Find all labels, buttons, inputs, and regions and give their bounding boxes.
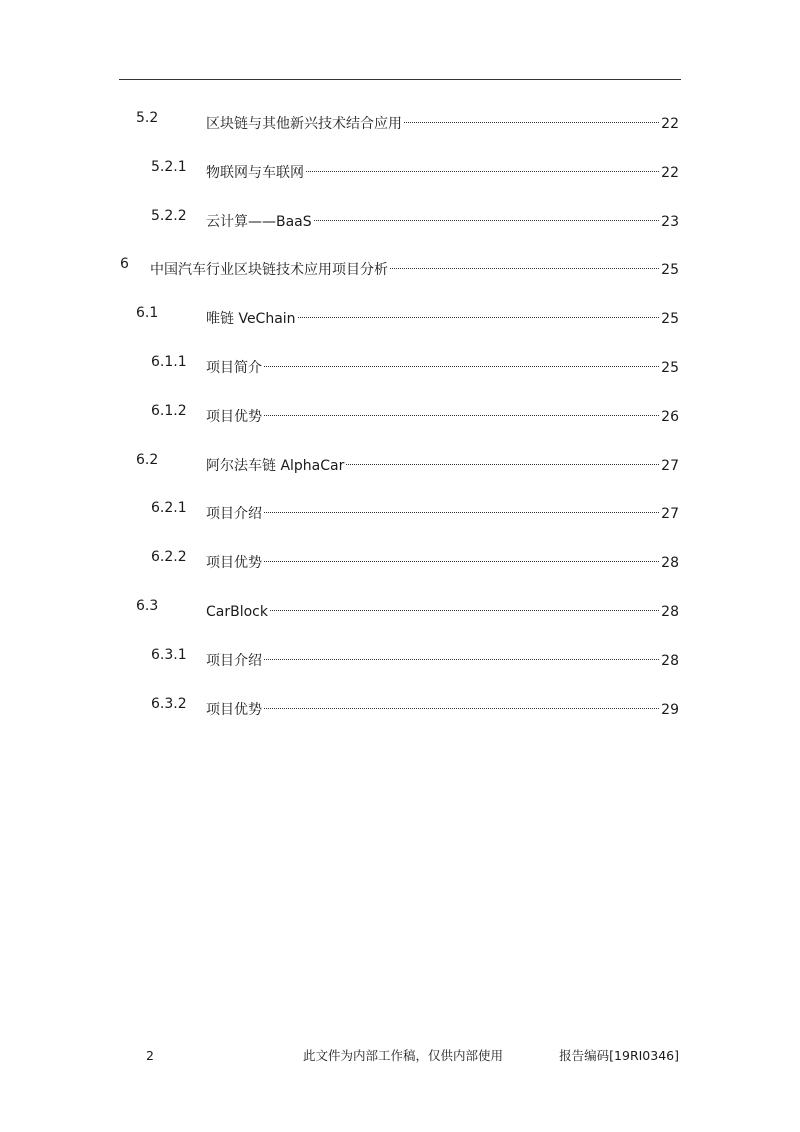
toc-entry-page: 28 [661,555,679,571]
toc-entry-title: 物联网与车联网 [206,165,304,181]
toc-entry-line [206,352,679,376]
toc-entry-number: 6.1 [136,305,159,321]
footer-page-number: 2 [146,1048,154,1063]
footer-confidential-notice: 此文件为内部工作稿，仅供内部使用 [303,1048,504,1063]
toc-entry-line [206,206,679,230]
toc-entry-number: 5.2 [136,110,159,126]
toc-entry-page: 28 [661,653,679,669]
toc-entry-number: 6.3 [136,598,159,614]
toc-entry-number: 6.2.2 [151,549,187,565]
toc-entry-title: 阿尔法车链 AlphaCar [206,458,345,474]
toc-entry-line [206,596,679,620]
toc-entry-number: 5.2.1 [151,159,187,175]
toc-entry-page: 29 [661,702,679,718]
toc-entry-title: 中国汽车行业区块链技术应用项目分析 [150,262,388,278]
toc-entry-page: 25 [661,262,679,278]
toc-dot-leader [264,498,659,518]
toc-entry-title: 项目优势 [206,409,262,425]
toc-entry-line [206,401,679,425]
toc-entry-page: 27 [661,458,679,474]
toc-entry-number: 5.2.2 [151,208,187,224]
toc-entry[interactable] [0,596,800,620]
toc-entry[interactable] [0,303,800,327]
toc-entry-page: 28 [661,604,679,620]
toc-dot-leader [264,401,659,421]
toc-entry[interactable] [0,206,800,230]
toc-entry-number: 6.2 [136,452,159,468]
toc-entry[interactable] [0,108,800,132]
toc-dot-leader [346,450,659,470]
toc-entry-line [206,645,679,669]
toc-entry-title: CarBlock [206,604,268,620]
toc-entry-number: 6.1.1 [151,354,187,370]
toc-entry-number: 6 [120,256,129,272]
toc-entry[interactable] [0,401,800,425]
toc-entry-title: 项目介绍 [206,506,262,522]
toc-entry-title: 项目介绍 [206,653,262,669]
toc-entry[interactable] [0,547,800,571]
toc-entry-title: 云计算——BaaS [206,214,312,230]
toc-dot-leader [264,694,659,714]
toc-dot-leader [404,108,659,128]
toc-entry-title: 唯链 VeChain [206,311,296,327]
toc-dot-leader [270,596,659,616]
toc-entry-page: 22 [661,116,679,132]
toc-entry[interactable] [0,254,800,278]
toc-entry-line [206,157,679,181]
toc-entry[interactable] [0,157,800,181]
toc-entry-page: 23 [661,214,679,230]
toc-entry[interactable] [0,498,800,522]
toc-entry-title: 项目简介 [206,360,262,376]
toc-dot-leader [264,547,659,567]
toc-entry-number: 6.2.1 [151,500,187,516]
toc-entry-number: 6.3.1 [151,647,187,663]
toc-entry-line [150,254,679,278]
toc-dot-leader [314,206,660,226]
toc-entry-line [206,547,679,571]
toc-entry[interactable] [0,645,800,669]
toc-entry[interactable] [0,694,800,718]
toc-entry-page: 26 [661,409,679,425]
toc-entry-line [206,108,679,132]
toc-entry[interactable] [0,352,800,376]
toc-dot-leader [306,157,659,177]
toc-dot-leader [264,352,659,372]
toc-entry-line [206,694,679,718]
toc-entry-page: 27 [661,506,679,522]
toc-entry-title: 项目优势 [206,555,262,571]
toc-dot-leader [390,254,659,274]
toc-entry-page: 25 [661,360,679,376]
toc-dot-leader [264,645,659,665]
toc-entry-page: 22 [661,165,679,181]
toc-entry-title: 项目优势 [206,702,262,718]
toc-entry-title: 区块链与其他新兴技术结合应用 [206,116,402,132]
toc-dot-leader [298,303,660,323]
toc-entry-number: 6.3.2 [151,696,187,712]
footer-report-code: 报告编码[19RI0346] [559,1048,679,1063]
toc-entry-line [206,498,679,522]
toc-entry-line [206,450,679,474]
toc-entry-page: 25 [661,311,679,327]
toc-entry-line [206,303,679,327]
toc-entry-number: 6.1.2 [151,403,187,419]
page-footer [0,1046,800,1066]
toc-entry[interactable] [0,450,800,474]
